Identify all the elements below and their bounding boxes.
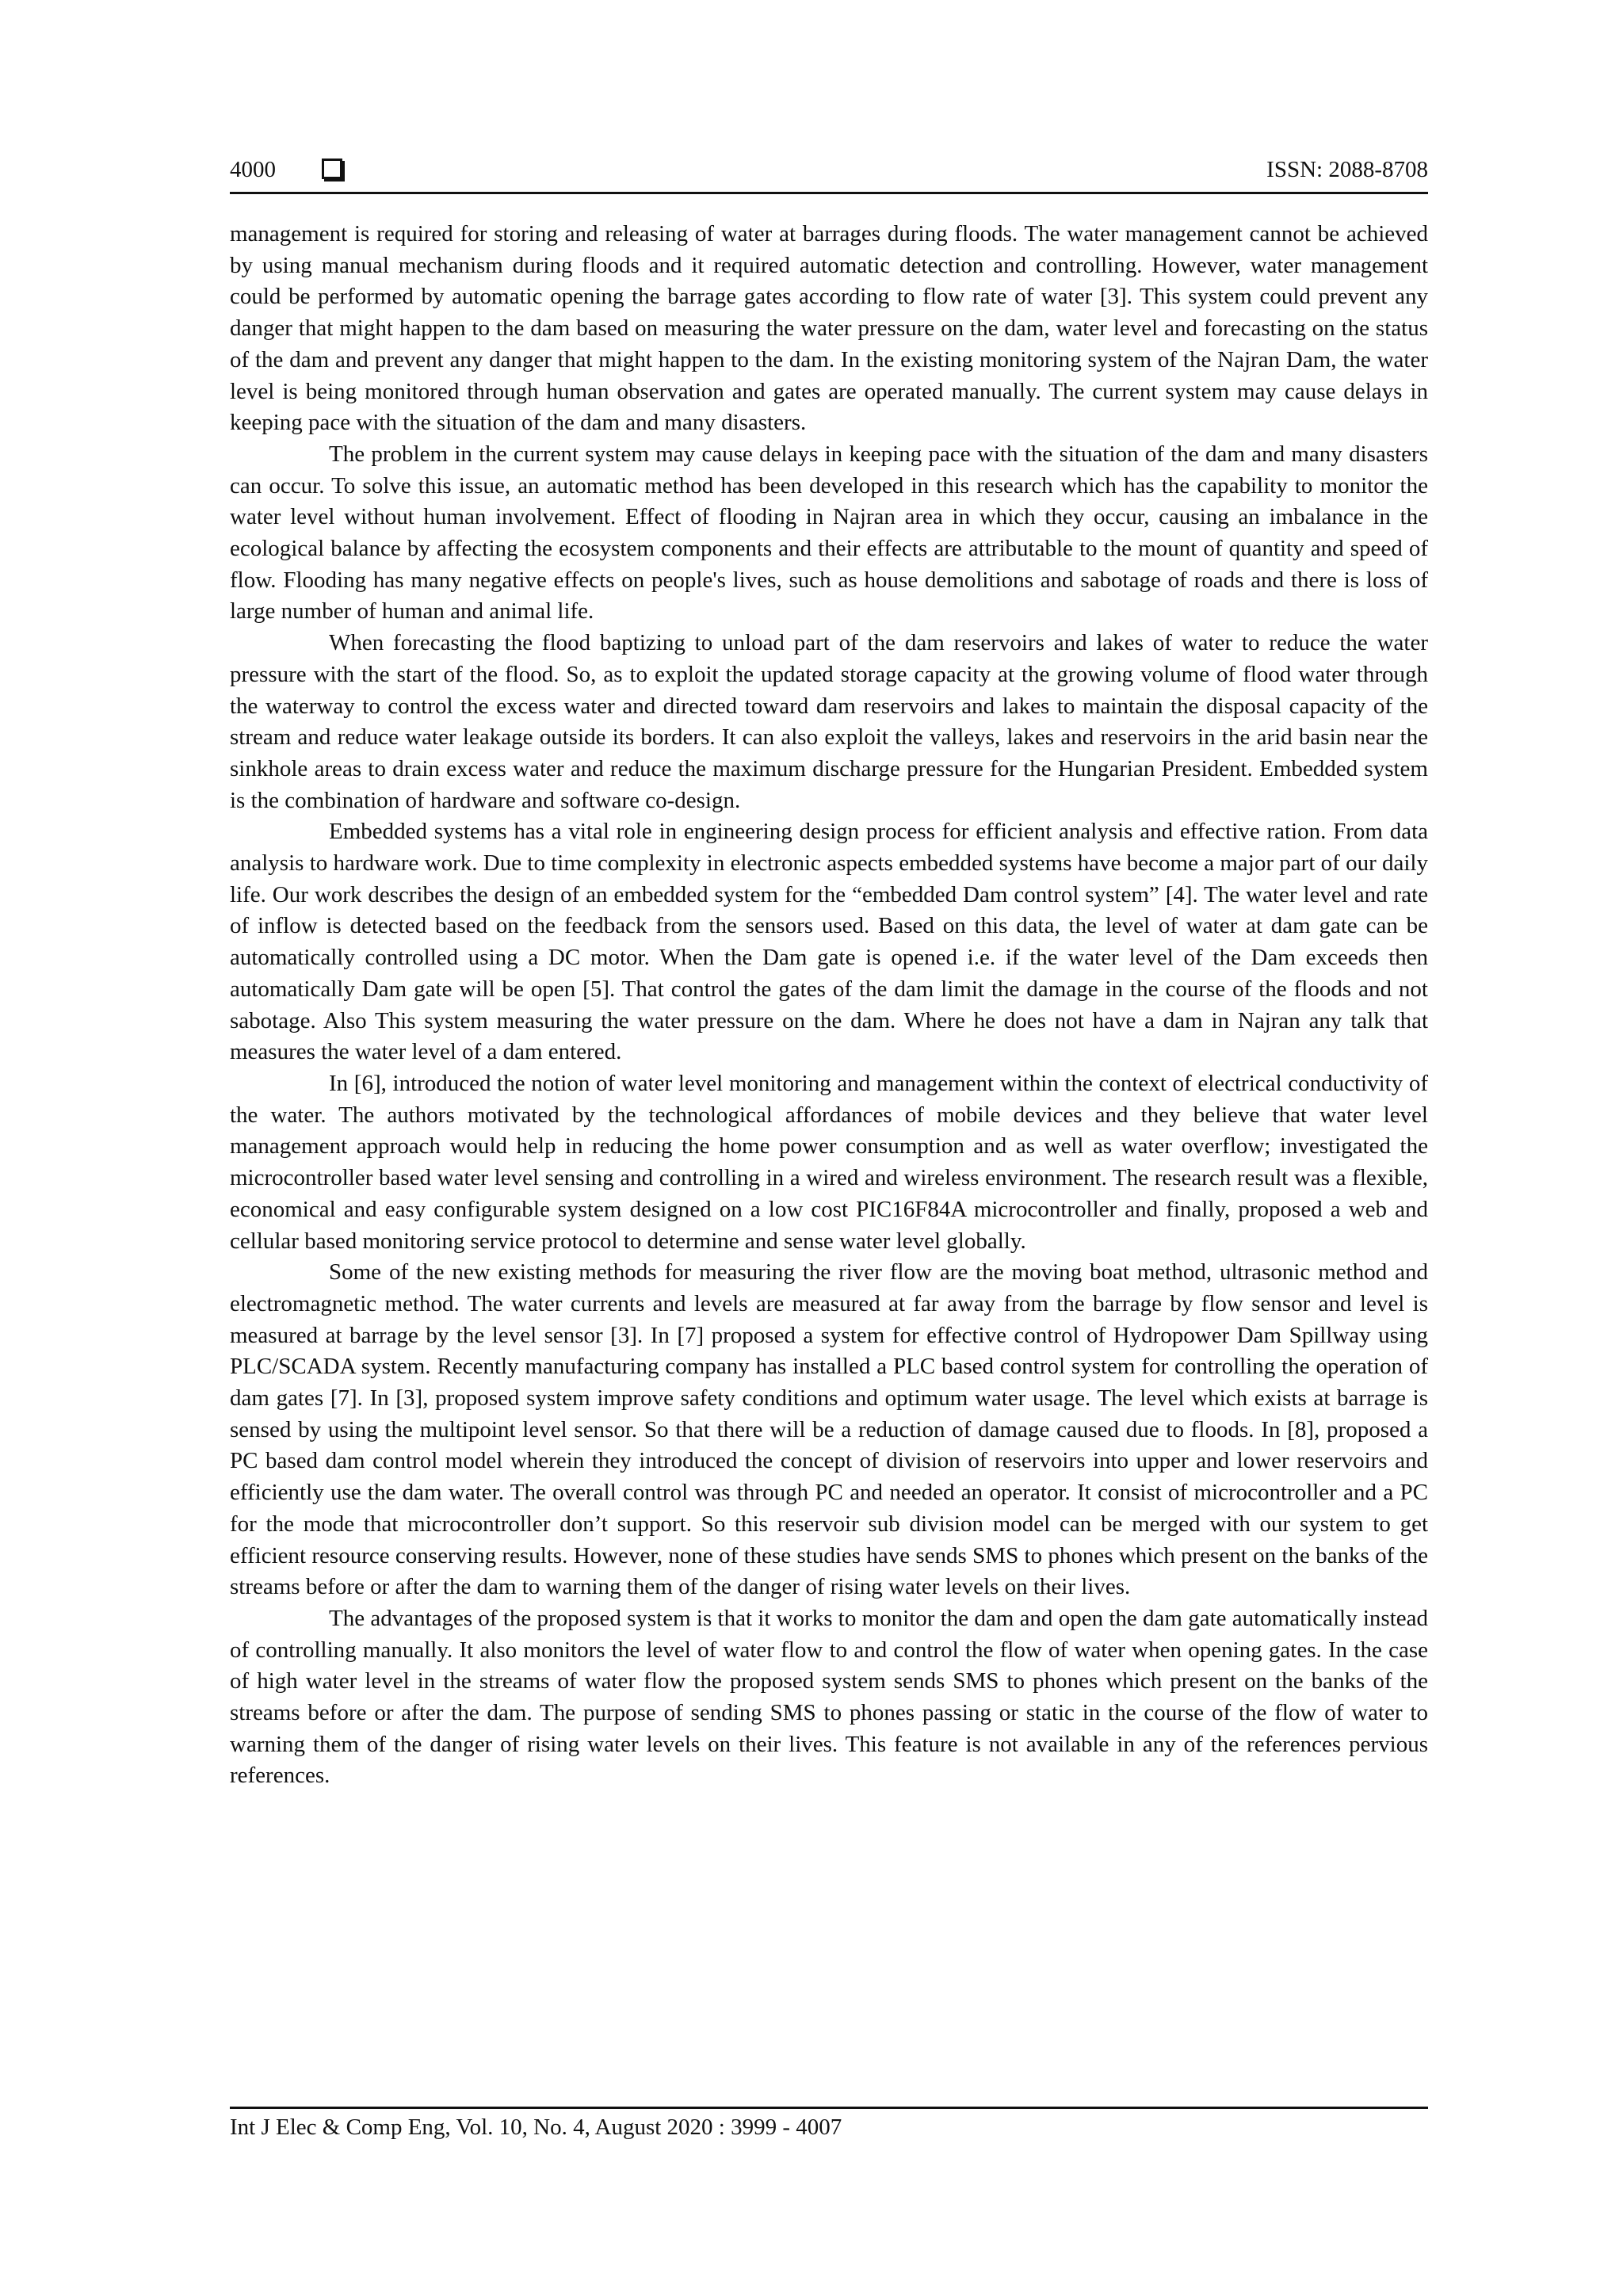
issn-label: ISSN: 2088-8708 — [1266, 157, 1428, 182]
paragraph-5: In [6], introduced the notion of water level monitoring and management within the context of electrical conductivity of the water. The authors motivated by the technological affordances of mobile devices and they believe that water level management approach would help in reducing the home power consumption and as well as water overflow; investigated the microcontroller based water level sensing and controlling in a wired and wireless environment. The research result was a flexible, economical and easy configurable system designed on a low cost PIC16F84A microcontroller and finally, proposed a web and cellular based monitoring service protocol to determine and sense water level globally. — [230, 1070, 1428, 1254]
header-rule — [230, 192, 1428, 194]
footer-rule — [230, 2107, 1428, 2109]
square-bullet-icon — [322, 159, 342, 179]
footer-citation: Int J Elec & Comp Eng, Vol. 10, No. 4, August 2020 : 3999 - 4007 — [230, 2115, 842, 2140]
body-text — [230, 219, 1428, 1792]
paragraph-6: Some of the new existing methods for measuring the river flow are the moving boat method, ultrasonic method and electromagnetic method. The water currents and levels are measured at far away from the barrage by flow sensor and level is measured at barrage by the level sensor [3]. In [7] proposed a system for effective control of Hydropower Dam Spillway using PLC/SCADA system. Recently manufacturing company has installed a PLC based control system for controlling the operation of dam gates [7]. In [3], proposed system improve safety conditions and optimum water usage. The level which exists at barrage is sensed by using the multipoint level sensor. So that there will be a reduction of damage caused due to floods. In [8], proposed a PC based dam control model wherein they introduced the concept of division of reservoirs into upper and lower reservoirs and efficiently use the dam water. The overall control was through PC and needed an operator. It consist of microcontroller and a PC for the mode that microcontroller don’t support. So this reservoir sub division model can be merged with our system to get efficient resource conserving results. However, none of these studies have sends SMS to phones which present on the banks of the streams before or after the dam to warning them of the danger of rising water levels on their lives. — [230, 1259, 1428, 1600]
page-header — [230, 154, 1428, 193]
page-number: 4000 — [230, 157, 276, 182]
paragraph-3: When forecasting the flood baptizing to unload part of the dam reservoirs and lakes of water to reduce the water pressure with the start of the flood. So, as to exploit the updated storage capacity at the growing volume of flood water through the waterway to control the excess water and directed toward dam reservoirs and lakes to maintain the disposal capacity of the stream and reduce water leakage outside its borders. It can also exploit the valleys, lakes and reservoirs in the arid basin near the sinkhole areas to drain excess water and reduce the maximum discharge pressure for the Hungarian President. Embedded system is the combination of hardware and software co-design. — [230, 630, 1428, 813]
paragraph-7: The advantages of the proposed system is that it works to monitor the dam and open the dam gate automatically instead of controlling manually. It also monitors the level of water flow to and control the flow of water when opening gates. In the case of high water level in the streams of water flow the proposed system sends SMS to phones which present on the banks of the streams before or after the dam. The purpose of sending SMS to phones passing or static in the course of the flow of water to warning them of the danger of rising water levels on their lives. This feature is not available in any of the references pervious references. — [230, 1605, 1428, 1789]
paragraph-2: The problem in the current system may cause delays in keeping pace with the situation of the dam and many disasters can occur. To solve this issue, an automatic method has been developed in this research which has the capability to monitor the water level without human involvement. Effect of flooding in Najran area in which they occur, causing an imbalance in the ecological balance by affecting the ecosystem components and their effects are attributable to the mount of quantity and speed of flow. Flooding has many negative effects on people's lives, such as house demolitions and sabotage of roads and there is loss of large number of human and animal life. — [230, 441, 1428, 625]
paragraph-1: management is required for storing and releasing of water at barrages during floods. The water management cannot be achieved by using manual mechanism during floods and it required automatic detection and controlling. However, water management could be performed by automatic opening the barrage gates according to flow rate of water [3]. This system could prevent any danger that might happen to the dam based on measuring the water pressure on the dam, water level and forecasting on the status of the dam and prevent any danger that might happen to the dam. In the existing monitoring system of the Najran Dam, the water level is being monitored through human observation and gates are operated manually. The current system may cause delays in keeping pace with the situation of the dam and many disasters. — [230, 221, 1428, 436]
paragraph-4: Embedded systems has a vital role in engineering design process for efficient analysis and effective ration. From data analysis to hardware work. Due to time complexity in electronic aspects embedded systems have become a major part of our daily life. Our work describes the design of an embedded system for the “embedded Dam control system” [4]. The water level and rate of inflow is detected based on the feedback from the sensors used. Based on this data, the level of water at dam gate can be automatically controlled using a DC motor. When the Dam gate is opened i.e. if the water level of the Dam exceeds then automatically Dam gate will be open [5]. That control the gates of the dam limit the damage in the course of the floods and not sabotage. Also This system measuring the water pressure on the dam. Where he does not have a dam in Najran any talk that measures the water level of a dam entered. — [230, 819, 1428, 1065]
